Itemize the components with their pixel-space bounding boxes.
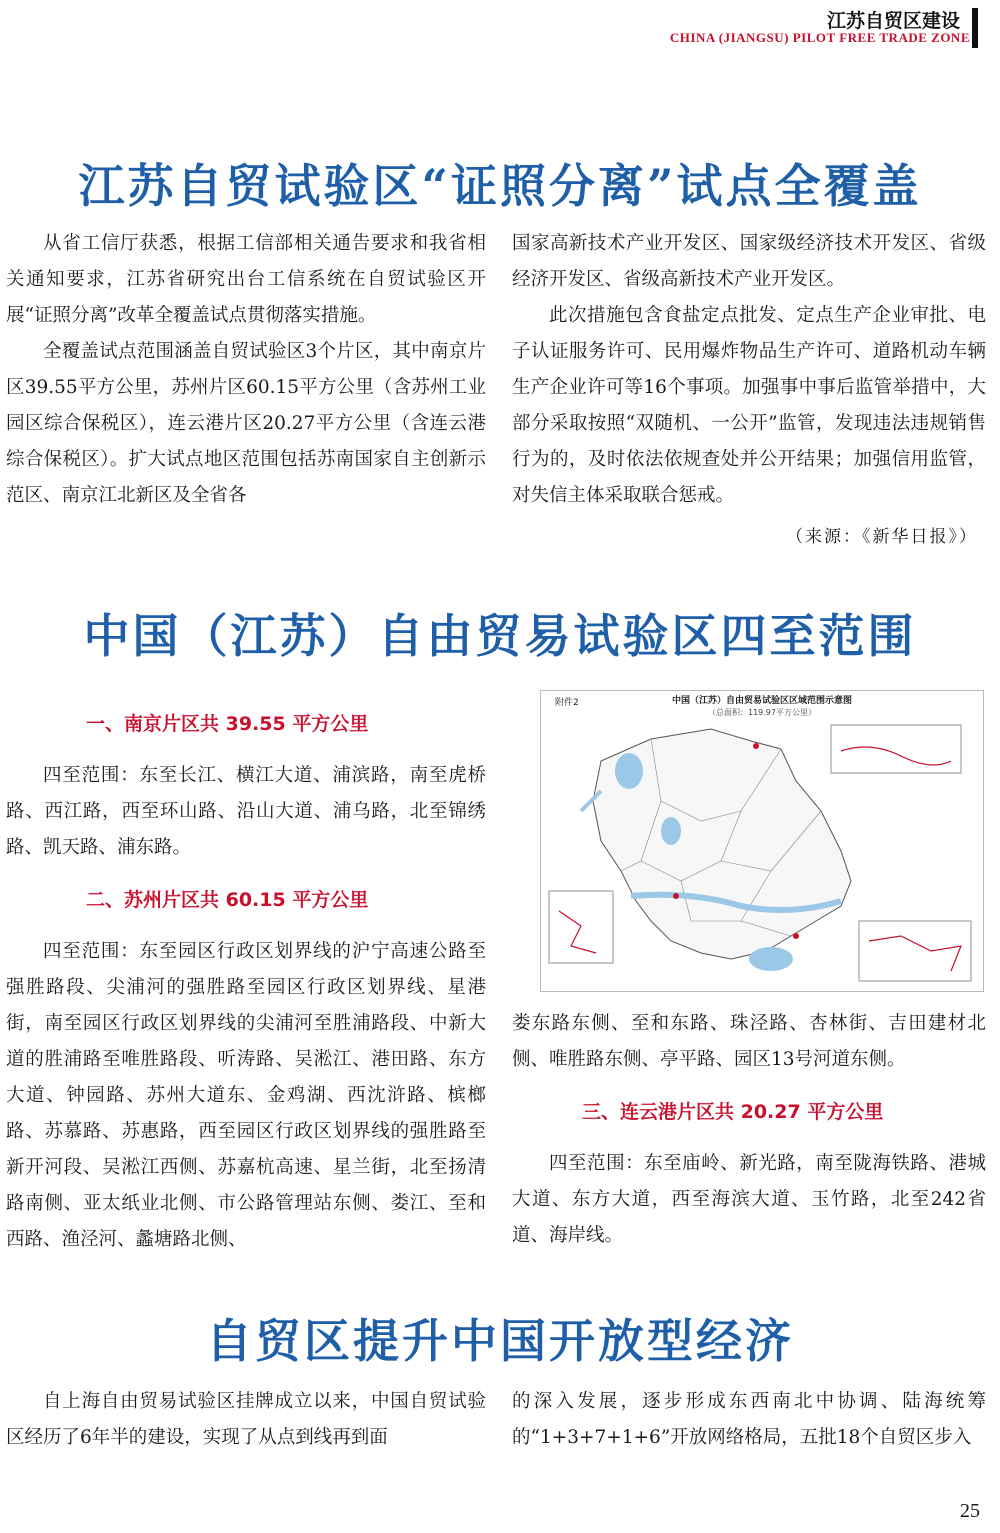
article3-right-column xyxy=(512,1384,986,1456)
article2-title: 中国（江苏）自由贸易试验区四至范围 xyxy=(83,609,917,663)
nanjing-body: 四至范围：东至长江、横江大道、浦滨路，南至虎桥路、西江路，西至环山路、沿山大道、浦乌路，北至锦绣路、凯天路、浦东路。 xyxy=(6,765,486,858)
lianyungang-body: 四至范围：东至庙岭、新光路，南至陇海铁路、港城大道、东方大道，西至海滨大道、玉竹路，北至242省道、海岸线。 xyxy=(512,1153,986,1246)
article1-source: （来源：《新华日报》） xyxy=(786,527,978,547)
article3-paragraph-1-continued: 的深入发展，逐步形成东西南北中协调、陆海统筹的“1+3+7+1+6”开放网络格局，五批18个自贸区步入 xyxy=(512,1391,986,1448)
article3-title: 自贸区提升中国开放型经济 xyxy=(206,1314,794,1368)
header-title-en: CHINA (JIANGSU) PILOT FREE TRADE ZONE xyxy=(669,30,970,45)
lianyungang-heading: 三、连云港片区共 20.27 平方公里 xyxy=(582,1101,884,1123)
article1-title: 江苏自贸试验区“证照分离”试点全覆盖 xyxy=(78,159,922,213)
article2-right-column xyxy=(512,1006,986,1254)
article1-paragraph-1: 从省工信厅获悉，根据工信部相关通告要求和我省相关通知要求，江苏省研究出台工信系统在自贸试验区开展“证照分离”改革全覆盖试点贯彻落实措施。 xyxy=(6,233,486,326)
article1-left-column xyxy=(0,226,486,514)
map-title: 中国（江苏）自由贸易试验区区域范围示意图 xyxy=(671,696,853,706)
article3-paragraph-1: 自上海自由贸易试验区挂牌成立以来，中国自贸试验区经历了6年半的建设，实现了从点到线再到面 xyxy=(6,1391,486,1448)
article1-paragraph-2: 全覆盖试点范围涵盖自贸试验区3个片区，其中南京片区39.55平方公里，苏州片区60.15平方公里（含苏州工业园区综合保税区），连云港片区20.27平方公里（含连云港综合保税区）。扩大试点地区范围包括苏南国家自主创新示范区、南京江北新区及全省各 xyxy=(6,341,486,506)
article1-paragraph-2-continued: 国家高新技术产业开发区、国家级经济技术开发区、省级经济开发区、省级高新技术产业开发区。 xyxy=(512,233,986,290)
article1-right-column xyxy=(512,226,986,514)
header-bar xyxy=(972,8,978,48)
suzhou-heading: 二、苏州片区共 60.15 平方公里 xyxy=(86,889,369,911)
map-annex: 附件2 xyxy=(555,698,579,708)
suzhou-body: 四至范围：东至园区行政区划界线的沪宁高速公路至强胜路段、尖浦河的强胜路至园区行政区划界线、星港街，南至园区行政区划界线的尖浦河至胜浦路段、中新大道的胜浦路至唯胜路段、听涛路、吴淞江、港田路、东方大道、钟园路、苏州大道东、金鸡湖、西沈浒路、槟榔路、苏慕路、苏惠路，西至园区行政区划界线的强胜路至新开河段、吴淞江西侧、苏嘉杭高速、星兰街，北至扬清路南侧、亚太纸业北侧、市公路管理站东侧、娄江、至和西路、渔泾河、蠡塘路北侧、 xyxy=(6,941,486,1250)
map-graphic xyxy=(541,691,983,991)
page-number: 25 xyxy=(960,1500,980,1522)
jiangsu-ftz-map xyxy=(540,690,984,992)
article3-left-column xyxy=(0,1384,486,1456)
suzhou-body-continued: 娄东路东侧、至和东路、珠泾路、杏林街、吉田建材北侧、唯胜路东侧、亭平路、园区13号河道东侧。 xyxy=(512,1013,986,1070)
nanjing-heading: 一、南京片区共 39.55 平方公里 xyxy=(86,713,369,735)
header-title-cn: 江苏自贸区建设 xyxy=(826,10,960,32)
article1-paragraph-3: 此次措施包含食盐定点批发、定点生产企业审批、电子认证服务许可、民用爆炸物品生产许可、道路机动车辆生产企业许可等16个事项。加强事中事后监管举措中，大部分采取按照“双随机、一公开”监管，发现违法违规销售行为的，及时依法依规查处并公开结果；加强信用监管，对失信主体采取联合惩戒。 xyxy=(512,305,986,506)
map-subtitle: （总面积：119.97平方公里） xyxy=(708,708,816,717)
article2-left-column xyxy=(0,706,486,1258)
